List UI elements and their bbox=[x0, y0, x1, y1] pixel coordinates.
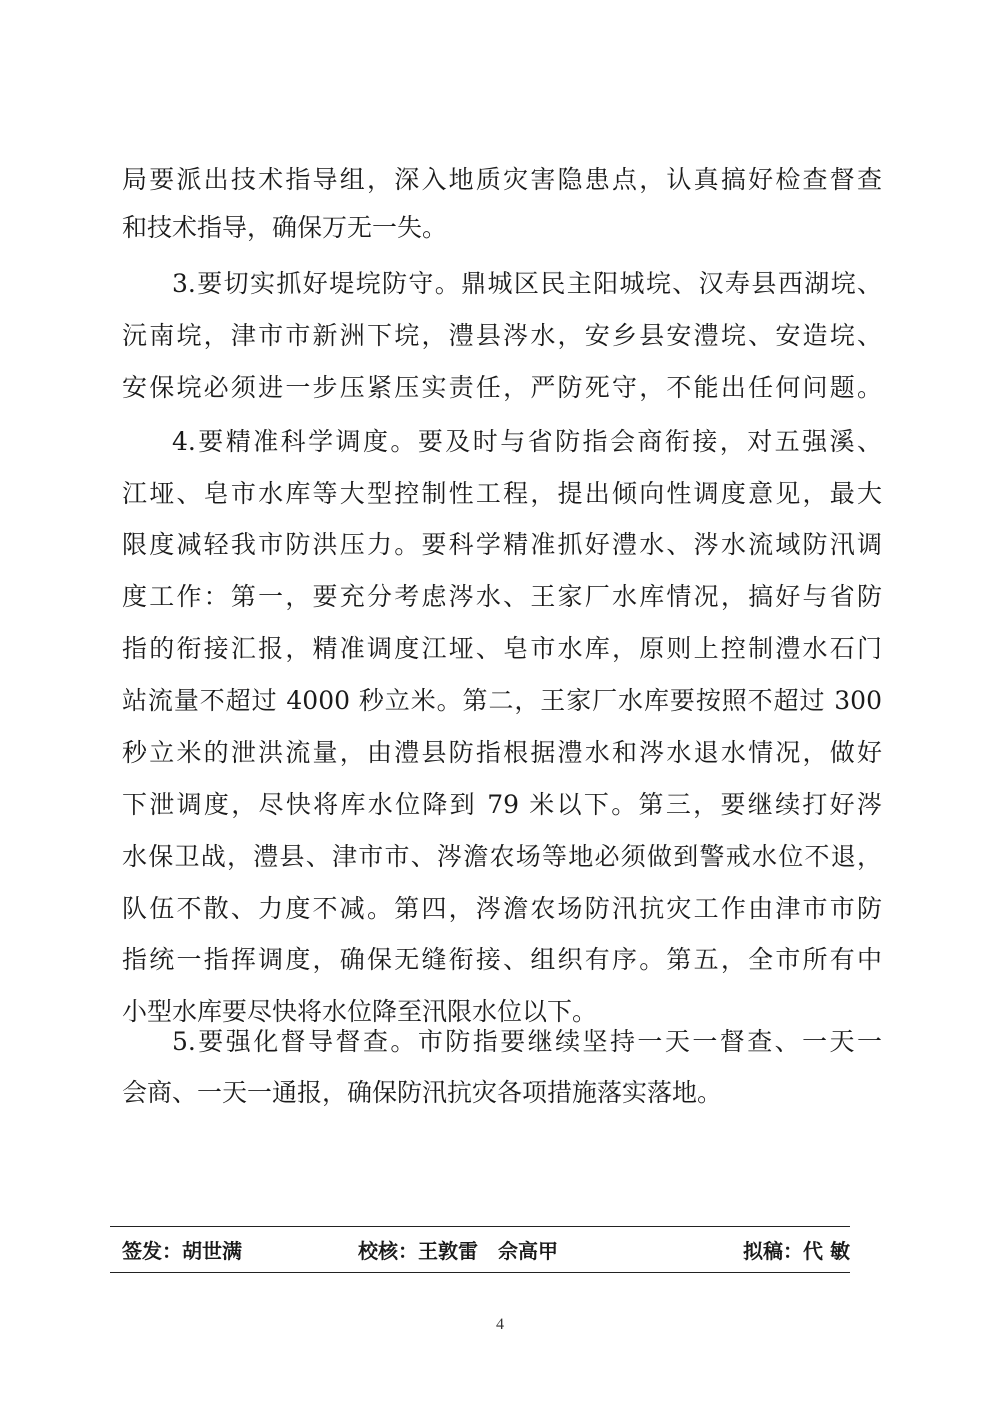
item-4-line-11: 指统一指挥调度，确保无缝衔接、组织有序。第五，全市所有中 bbox=[122, 945, 882, 974]
item-3-line-1: 3.要切实抓好堤垸防守。鼎城区民主阳城垸、汉寿县西湖垸、 bbox=[172, 269, 882, 298]
item-5-line-2: 会商、一天一通报，确保防汛抗灾各项措施落实落地。 bbox=[122, 1078, 723, 1107]
item-4-line-8: 下泄调度，尽快将库水位降到 79 米以下。第三，要继续打好涔 bbox=[122, 790, 882, 819]
paragraph-continued-line-2: 和技术指导，确保万无一失。 bbox=[122, 213, 448, 242]
footer-top-rule bbox=[110, 1226, 850, 1227]
item-4-line-2: 江垭、皂市水库等大型控制性工程，提出倾向性调度意见，最大 bbox=[122, 479, 882, 508]
item-4-line-10: 队伍不散、力度不减。第四，涔澹农场防汛抗灾工作由津市市防 bbox=[122, 894, 882, 923]
item-4-line-1: 4.要精准科学调度。要及时与省防指会商衔接，对五强溪、 bbox=[172, 427, 882, 456]
item-4-line-12: 小型水库要尽快将水位降至汛限水位以下。 bbox=[122, 997, 598, 1026]
item-4-line-5: 指的衔接汇报，精准调度江垭、皂市水库，原则上控制澧水石门 bbox=[122, 634, 882, 663]
footer-bottom-rule bbox=[110, 1272, 850, 1273]
paragraph-continued-line-1: 局要派出技术指导组，深入地质灾害隐患点，认真搞好检查督查 bbox=[122, 165, 882, 194]
item-3-line-3: 安保垸必须进一步压紧压实责任，严防死守，不能出任何问题。 bbox=[122, 373, 882, 402]
drafter: 拟稿：代 敏 bbox=[743, 1239, 850, 1263]
item-4-line-6: 站流量不超过 4000 秒立米。第二，王家厂水库要按照不超过 300 bbox=[122, 686, 882, 715]
item-5-line-1: 5.要强化督导督查。市防指要继续坚持一天一督查、一天一 bbox=[172, 1027, 882, 1056]
item-4-line-3: 限度减轻我市防洪压力。要科学精准抓好澧水、涔水流域防汛调 bbox=[122, 530, 882, 559]
item-3-line-2: 沅南垸，津市市新洲下垸，澧县涔水，安乡县安澧垸、安造垸、 bbox=[122, 321, 882, 350]
reviewers: 校核：王敦雷 佘高甲 bbox=[358, 1239, 558, 1263]
item-4-line-9: 水保卫战，澧县、津市市、涔澹农场等地必须做到警戒水位不退， bbox=[122, 842, 882, 871]
page-number: 4 bbox=[496, 1316, 504, 1333]
signoff-row bbox=[122, 1233, 850, 1269]
signer: 签发：胡世满 bbox=[122, 1239, 242, 1263]
item-4-line-4: 度工作：第一，要充分考虑涔水、王家厂水库情况，搞好与省防 bbox=[122, 582, 882, 611]
item-4-line-7: 秒立米的泄洪流量，由澧县防指根据澧水和涔水退水情况，做好 bbox=[122, 738, 882, 767]
